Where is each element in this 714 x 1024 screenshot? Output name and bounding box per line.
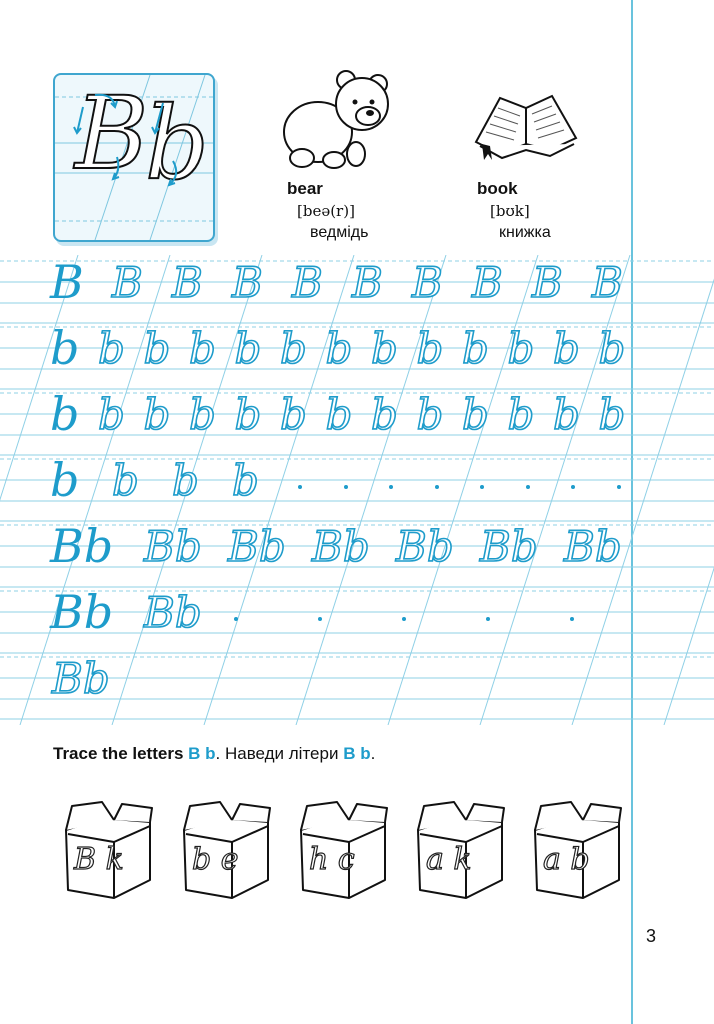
stroke-arrows [55,75,213,240]
instruction-separator: . [215,744,225,763]
solid-letter: Bb [50,585,114,639]
book-icon [472,94,578,162]
dotted-letter: B [172,258,203,307]
start-dot [234,617,238,621]
dotted-letter: Bb [52,654,110,703]
letter-box [531,800,623,900]
dotted-letter: b [507,390,535,439]
dotted-letter: b [553,324,580,373]
dotted-letter: b [280,324,307,373]
box-letters: B k [74,842,124,877]
start-dot [617,485,621,489]
picture-translation-bear: ведмідь [310,224,369,241]
box-letters: b e [192,842,239,877]
picture-transcription-book: [bʊk] [490,202,530,220]
start-dot [344,485,348,489]
dotted-letter: b [98,390,125,439]
dotted-letter: b [172,456,199,505]
start-dot [298,485,302,489]
dotted-letter: b [234,390,262,439]
slant-line [572,255,714,725]
start-dot [526,485,530,489]
box-letters: a b [543,842,590,877]
box-letters: h c [309,842,355,877]
instruction-en-prefix: Trace the letters [53,744,189,763]
picture-transcription-bear: [beə(r)] [297,202,355,220]
dotted-letter: Bb [312,522,370,571]
letter-box [297,800,389,900]
picture-word-book: book [477,179,518,198]
dotted-letter: b [371,324,398,373]
dotted-letter: b [325,324,353,373]
start-dot [318,617,322,621]
dotted-letter: b [416,324,444,373]
instruction-en-letters: B b [188,744,216,763]
solid-letter: Bb [50,519,114,573]
dotted-letter: b [189,324,216,373]
dotted-letter: B [592,258,623,307]
instruction-end: . [370,744,376,763]
box-letters: a k [426,842,472,877]
dotted-letter: b [232,456,259,505]
solid-letter: B [50,255,84,309]
writing-practice [0,255,714,725]
dotted-letter: b [280,390,307,439]
dotted-letter: b [462,390,489,439]
dotted-letter: Bb [396,522,454,571]
start-dot [389,485,393,489]
start-dot [486,617,490,621]
start-dot [571,485,575,489]
instruction [53,744,375,764]
dotted-letter: Bb [564,522,622,571]
start-dot [435,485,439,489]
dotted-letter: b [234,324,262,373]
letter-box [62,800,154,900]
dotted-letter: Bb [144,588,202,637]
letter-box [180,800,272,900]
dotted-letter: b [598,324,626,373]
solid-letter: b [50,321,80,375]
instruction-ua-prefix: Наведи літери [224,744,344,763]
dotted-letter: B [532,258,563,307]
start-dot [402,617,406,621]
instruction-ua-letters: B b [343,744,371,763]
dotted-letter: b [416,390,444,439]
picture-word-bear: bear [287,179,323,198]
page-number: 3 [646,926,657,946]
card-lower-letter: b [145,85,210,202]
dotted-letter: B [232,258,263,307]
letter-card [53,73,215,242]
dotted-letter: Bb [480,522,538,571]
bear-icon [278,70,390,174]
dotted-letter: b [98,324,125,373]
start-dot [570,617,574,621]
dotted-letter: b [143,390,171,439]
dotted-letter: B [412,258,443,307]
dotted-letter: b [462,324,489,373]
dotted-letter: Bb [144,522,202,571]
solid-letter: b [50,453,80,507]
dotted-letter: b [598,390,626,439]
dotted-letter: b [553,390,580,439]
dotted-letter: B [112,258,143,307]
dotted-letter: b [143,324,171,373]
dotted-letter: b [371,390,398,439]
dotted-letter: B [472,258,503,307]
card-upper-letter: B [75,75,149,192]
slant-line [664,255,714,725]
dotted-letter: B [292,258,323,307]
dotted-letter: b [507,324,535,373]
letter-box [414,800,506,900]
start-dot [480,485,484,489]
dotted-letter: Bb [228,522,286,571]
dotted-letter: b [325,390,353,439]
dotted-letter: B [352,258,383,307]
picture-translation-book: книжка [499,224,551,241]
dotted-letter: b [112,456,139,505]
solid-letter: b [50,387,80,441]
dotted-letter: b [189,390,216,439]
